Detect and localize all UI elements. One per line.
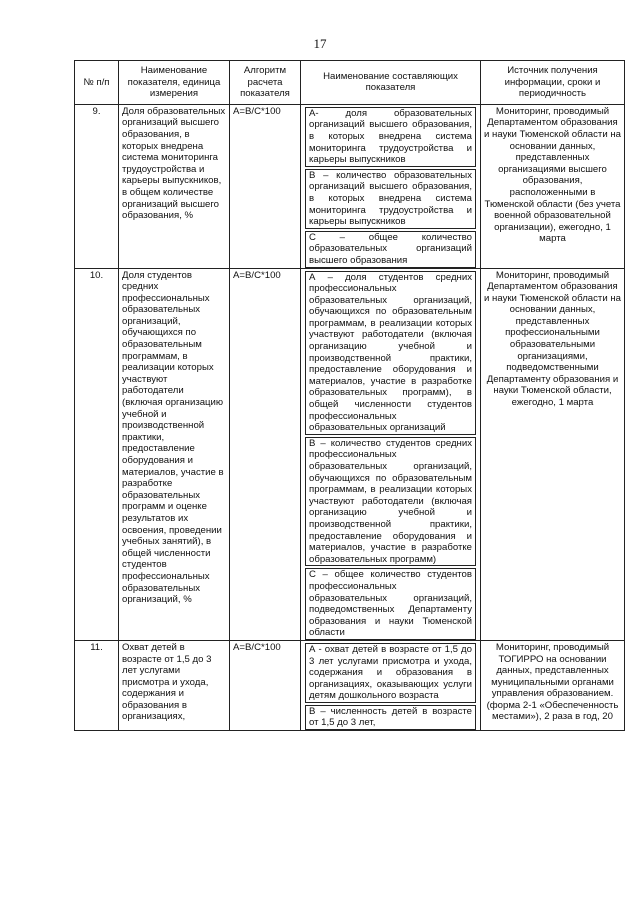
table-row — [75, 640, 625, 730]
page-number: 17 — [313, 36, 327, 51]
indicator-name: Доля студентов средних профессиональных образовательных организаций, обучающихся по образовательным программам, в реализации которых участвуют работодатели (включая организацию учебной и производственной практики, предоставление оборудования и материалов, участие в разработке образовательных программ и оценке результатов их освоения, проведении учебных занятий), в общей численности студентов профессиональных образовательных организаций, % — [119, 268, 230, 640]
component-a: А - охват детей в возрасте от 1,5 до 3 лет услугами присмотра и ухода, содержания и образования в организациях, оказывающих услуги детям дошкольного возраста — [305, 643, 476, 703]
row-number: 10. — [75, 268, 119, 640]
table-row — [75, 268, 625, 640]
header-components: Наименование составляющих показателя — [301, 61, 481, 105]
indicator-name: Охват детей в возрасте от 1,5 до 3 лет услугами присмотра и ухода, содержания и образования в организациях, — [119, 640, 230, 730]
indicator-components — [301, 268, 481, 640]
indicator-algorithm: A=B/C*100 — [230, 268, 301, 640]
header-algorithm: Алгоритм расчета показателя — [230, 61, 301, 105]
indicator-name: Доля образовательных организаций высшего образования, в которых внедрена система мониторинга трудоустройства и карьеры выпускников, в общем количестве организаций высшего образования, % — [119, 104, 230, 268]
component-a: А – доля студентов средних профессиональных образовательных организаций, обучающихся по образовательным программам, в реализации которых участвуют работодатели (включая организацию учебной и производственной практики, предоставление оборудования и материалов, участие в разработке образовательных программ), в общей численности студентов профессиональных образовательных организаций — [305, 271, 476, 435]
header-name: Наименование показателя, единица измерения — [119, 61, 230, 105]
component-b: В – количество студентов средних профессиональных образовательных организаций, обучающихся по образовательным программам, в реализации которых участвуют работодатели (включая организацию учебной и производственной практики, предоставление оборудования и материалов, участие в разработке образовательных программ) — [305, 437, 476, 567]
indicator-algorithm: A=B/C*100 — [230, 640, 301, 730]
indicator-components — [301, 104, 481, 268]
component-a: А- доля образовательных организаций высшего образования, в которых внедрена система мониторинга трудоустройства и карьеры выпускников — [305, 107, 476, 167]
row-number: 11. — [75, 640, 119, 730]
header-source: Источник получения информации, сроки и периодичность — [481, 61, 625, 105]
component-c: С – общее количество образовательных организаций высшего образования — [305, 231, 476, 268]
component-b: В – количество образовательных организаций высшего образования, в которых внедрена система мониторинга трудоустройства и карьеры выпускников — [305, 169, 476, 229]
header-num: № п/п — [75, 61, 119, 105]
component-b: В – численность детей в возрасте от 1,5 до 3 лет, — [305, 705, 476, 730]
indicator-algorithm: A=B/C*100 — [230, 104, 301, 268]
indicator-source: Мониторинг, проводимый ТОГИРРО на основании данных, представленных муниципальными органами управления образованием. (форма 2-1 «Обеспеченность местами»), 2 раза в год, 20 — [481, 640, 625, 730]
row-number: 9. — [75, 104, 119, 268]
indicators-table — [74, 60, 625, 731]
indicator-source: Мониторинг, проводимый Департаментом образования и науки Тюменской области на основании данных, представленных профессиональными образовательными организациями, подведомственными Департаменту образования и науки Тюменской области, ежегодно, 1 марта — [481, 268, 625, 640]
component-c: С – общее количество студентов профессиональных образовательных организаций, подведомственных Департаменту образования и науки Тюменской области — [305, 568, 476, 640]
indicator-source: Мониторинг, проводимый Департаментом образования и науки Тюменской области на основании данных, представленных организациями высшего образования, расположенными в Тюменской области (без учета военной образовательной организации), ежегодно, 1 марта — [481, 104, 625, 268]
table-row — [75, 104, 625, 268]
table-header-row — [75, 61, 625, 105]
indicator-components — [301, 640, 481, 730]
